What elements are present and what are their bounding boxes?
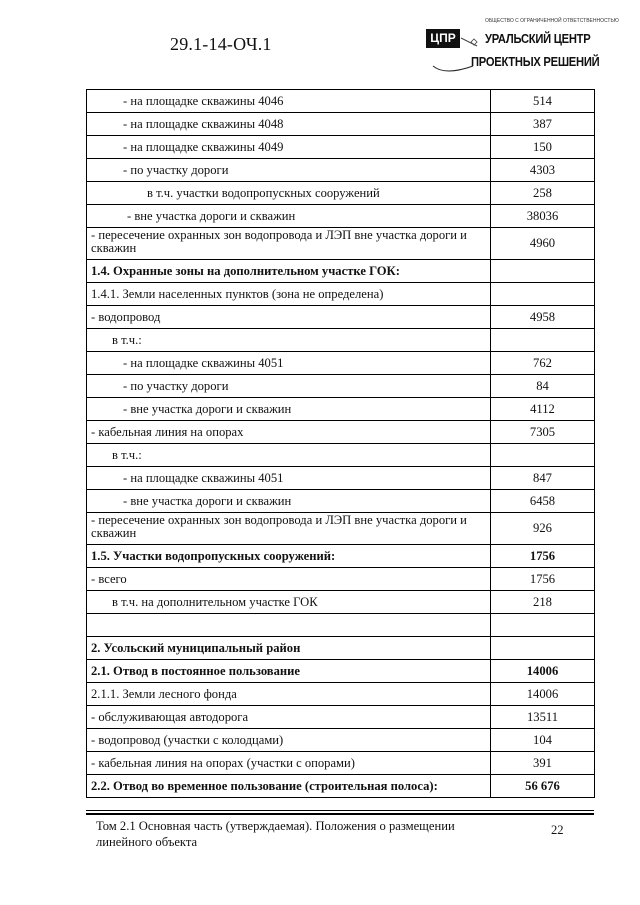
document-code: 29.1-14-ОЧ.1 [170,34,272,54]
logo-line-1: УРАЛЬСКИЙ ЦЕНТР [485,31,591,46]
footer-title: Том 2.1 Основная часть (утверждаемая). Положения о размещении линейного объекта [96,819,455,849]
row-value: 7305 [491,421,595,444]
table-row [87,513,595,545]
table-row [87,421,595,444]
row-label: - на площадке скважины 4048 [87,113,491,136]
row-value: 4112 [491,398,595,421]
table-row [87,752,595,775]
row-value: 4303 [491,159,595,182]
row-value: 514 [491,90,595,113]
row-value: 4960 [491,228,595,260]
row-label: - пересечение охранных зон водопровода и ЛЭП вне участка дороги и скважин [87,228,491,260]
table-row [87,136,595,159]
row-value: 13511 [491,706,595,729]
table-row [87,90,595,113]
row-label: 1.4. Охранные зоны на дополнительном участке ГОК: [87,260,491,283]
row-label: - пересечение охранных зон водопровода и ЛЭП вне участка дороги и скважин [87,513,491,545]
row-label: - вне участка дороги и скважин [87,398,491,421]
row-value: 762 [491,352,595,375]
row-value: 56 676 [491,775,595,798]
row-label: - водопровод [87,306,491,329]
row-label: - водопровод (участки с колодцами) [87,729,491,752]
table-row [87,182,595,205]
table-row [87,375,595,398]
row-value [491,444,595,467]
row-label: - на площадке скважины 4046 [87,90,491,113]
table-row [87,683,595,706]
row-value: 391 [491,752,595,775]
logo-emblem-icon: ЦПР [430,31,456,45]
footer-rule [86,810,594,815]
row-label: 2. Усольский муниципальный район [87,637,491,660]
table-row [87,490,595,513]
table-row [87,467,595,490]
table-row [87,444,595,467]
row-label: в т.ч. участки водопропускных сооружений [87,182,491,205]
table-row [87,706,595,729]
table-row [87,637,595,660]
table-row [87,545,595,568]
row-value: 387 [491,113,595,136]
row-value: 104 [491,729,595,752]
row-value: 4958 [491,306,595,329]
table-row [87,260,595,283]
table-row [87,283,595,306]
row-label [87,614,491,637]
row-label: - обслуживающая автодорога [87,706,491,729]
row-label: - вне участка дороги и скважин [87,490,491,513]
row-value [491,329,595,352]
row-value [491,283,595,306]
table-row [87,228,595,260]
table-row [87,568,595,591]
row-value [491,614,595,637]
table-row [87,614,595,637]
table-row [87,775,595,798]
row-label: 2.1.1. Земли лесного фонда [87,683,491,706]
row-value: 14006 [491,683,595,706]
table-row [87,398,595,421]
row-label: - по участку дороги [87,159,491,182]
row-value: 847 [491,467,595,490]
table-row [87,159,595,182]
table-row [87,591,595,614]
row-value: 14006 [491,660,595,683]
company-logo [425,16,619,72]
table-row [87,729,595,752]
row-label: - на площадке скважины 4051 [87,467,491,490]
table-row [87,660,595,683]
row-label: 2.2. Отвод во временное пользование (строительная полоса): [87,775,491,798]
row-label: - кабельная линия на опорах [87,421,491,444]
land-allocation-table [86,89,595,798]
row-label: в т.ч.: [87,329,491,352]
table-row [87,306,595,329]
row-value: 1756 [491,568,595,591]
row-label: 1.5. Участки водопропускных сооружений: [87,545,491,568]
row-label: 2.1. Отвод в постоянное пользование [87,660,491,683]
row-value: 84 [491,375,595,398]
page-number: 22 [551,823,564,837]
row-value: 38036 [491,205,595,228]
row-label: - кабельная линия на опорах (участки с опорами) [87,752,491,775]
table-row [87,205,595,228]
row-value [491,637,595,660]
logo-line-2: ПРОЕКТНЫХ РЕШЕНИЙ [471,54,600,69]
row-label: в т.ч.: [87,444,491,467]
row-value: 926 [491,513,595,545]
table-row [87,352,595,375]
row-label: - всего [87,568,491,591]
row-label: - вне участка дороги и скважин [87,205,491,228]
row-value [491,260,595,283]
row-label: - по участку дороги [87,375,491,398]
row-value: 258 [491,182,595,205]
table-row [87,113,595,136]
row-value: 218 [491,591,595,614]
row-value: 150 [491,136,595,159]
row-label: 1.4.1. Земли населенных пунктов (зона не определена) [87,283,491,306]
row-label: - на площадке скважины 4051 [87,352,491,375]
row-label: - на площадке скважины 4049 [87,136,491,159]
row-value: 1756 [491,545,595,568]
row-label: в т.ч. на дополнительном участке ГОК [87,591,491,614]
row-value: 6458 [491,490,595,513]
table-row [87,329,595,352]
logo-tagline: ОБЩЕСТВО С ОГРАНИЧЕННОЙ ОТВЕТСТВЕННОСТЬЮ [485,18,619,24]
